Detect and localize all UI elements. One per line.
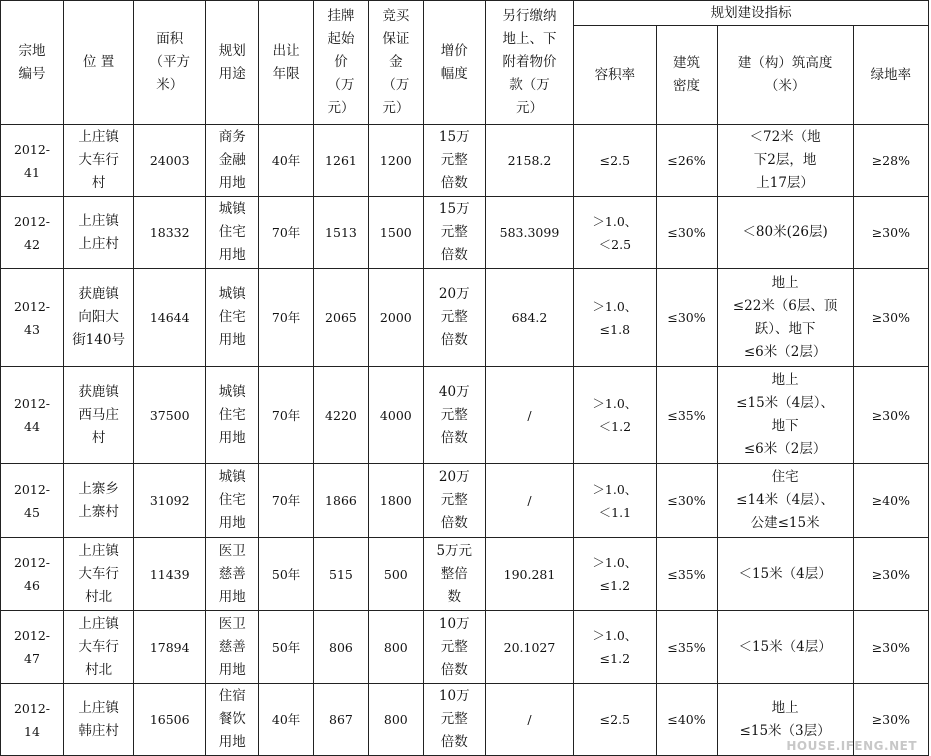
cell-location: 上寨乡 上寨村 — [64, 464, 134, 538]
cell-area: 17894 — [134, 611, 206, 684]
cell-start-price: 867 — [314, 684, 369, 756]
cell-lease-term: 70年 — [259, 269, 314, 367]
cell-extra-fee: 583.3099 — [485, 197, 573, 269]
cell-area: 18332 — [134, 197, 206, 269]
cell-increment: 15万 元整 倍数 — [423, 197, 485, 269]
cell-building-density: ≤30% — [656, 269, 717, 367]
cell-location: 上庄镇 大车行 村 — [64, 125, 134, 197]
cell-location: 获鹿镇 西马庄 村 — [64, 367, 134, 464]
header-building-density: 建筑 密度 — [656, 26, 717, 125]
cell-building-height: 地上 ≤15米（3层） — [717, 684, 853, 756]
cell-planned-use: 商务 金融 用地 — [206, 125, 259, 197]
cell-green-ratio: ≥30% — [853, 684, 928, 756]
cell-location: 上庄镇 大车行 村北 — [64, 611, 134, 684]
cell-planned-use: 城镇 住宅 用地 — [206, 197, 259, 269]
cell-planned-use: 医卫 慈善 用地 — [206, 538, 259, 611]
cell-green-ratio: ≥30% — [853, 197, 928, 269]
cell-building-density: ≤35% — [656, 611, 717, 684]
cell-location: 获鹿镇 向阳大 街140号 — [64, 269, 134, 367]
cell-building-height: 地上 ≤15米（4层）、 地下 ≤6米（2层） — [717, 367, 853, 464]
cell-plot-ratio: ＞1.0、 ≤1.2 — [574, 611, 656, 684]
cell-parcel-id: 2012- 45 — [1, 464, 64, 538]
cell-parcel-id: 2012- 43 — [1, 269, 64, 367]
header-planning-indicators: 规划建设指标 — [574, 1, 929, 26]
table-row — [1, 464, 929, 538]
header-location: 位 置 — [64, 1, 134, 125]
header-parcel-id: 宗地 编号 — [1, 1, 64, 125]
cell-building-height: 住宅 ≤14米（4层）、 公建≤15米 — [717, 464, 853, 538]
table-row — [1, 611, 929, 684]
cell-deposit: 1200 — [368, 125, 423, 197]
cell-parcel-id: 2012- 42 — [1, 197, 64, 269]
cell-deposit: 1800 — [368, 464, 423, 538]
header-row-1 — [1, 1, 929, 26]
cell-area: 11439 — [134, 538, 206, 611]
cell-start-price: 806 — [314, 611, 369, 684]
cell-lease-term: 70年 — [259, 197, 314, 269]
cell-extra-fee: / — [485, 684, 573, 756]
cell-parcel-id: 2012- 44 — [1, 367, 64, 464]
cell-green-ratio: ≥40% — [853, 464, 928, 538]
cell-area: 16506 — [134, 684, 206, 756]
header-extra-fee: 另行缴纳 地上、下 附着物价 款（万 元） — [485, 1, 573, 125]
cell-lease-term: 70年 — [259, 464, 314, 538]
cell-lease-term: 50年 — [259, 611, 314, 684]
cell-green-ratio: ≥30% — [853, 367, 928, 464]
cell-parcel-id: 2012- 47 — [1, 611, 64, 684]
cell-start-price: 1513 — [314, 197, 369, 269]
cell-green-ratio: ≥30% — [853, 269, 928, 367]
cell-increment: 20万 元整 倍数 — [423, 269, 485, 367]
cell-extra-fee: / — [485, 464, 573, 538]
cell-extra-fee: 190.281 — [485, 538, 573, 611]
cell-parcel-id: 2012- 41 — [1, 125, 64, 197]
header-deposit: 竞买 保证 金 （万 元） — [368, 1, 423, 125]
cell-planned-use: 住宿 餐饮 用地 — [206, 684, 259, 756]
cell-start-price: 515 — [314, 538, 369, 611]
cell-building-density: ≤35% — [656, 538, 717, 611]
cell-start-price: 1866 — [314, 464, 369, 538]
cell-lease-term: 70年 — [259, 367, 314, 464]
cell-green-ratio: ≥28% — [853, 125, 928, 197]
cell-location: 上庄镇 上庄村 — [64, 197, 134, 269]
cell-plot-ratio: ＞1.0、 ≤1.2 — [574, 538, 656, 611]
header-start-price: 挂牌 起始 价 （万 元） — [314, 1, 369, 125]
cell-plot-ratio: ≤2.5 — [574, 125, 656, 197]
cell-deposit: 2000 — [368, 269, 423, 367]
cell-increment: 15万 元整 倍数 — [423, 125, 485, 197]
cell-extra-fee: 2158.2 — [485, 125, 573, 197]
cell-start-price: 1261 — [314, 125, 369, 197]
cell-planned-use: 医卫 慈善 用地 — [206, 611, 259, 684]
cell-lease-term: 40年 — [259, 125, 314, 197]
cell-planned-use: 城镇 住宅 用地 — [206, 367, 259, 464]
cell-plot-ratio: ≤2.5 — [574, 684, 656, 756]
cell-building-height: ＜80米(26层) — [717, 197, 853, 269]
cell-start-price: 4220 — [314, 367, 369, 464]
table-row — [1, 125, 929, 197]
cell-increment: 10万 元整 倍数 — [423, 611, 485, 684]
cell-increment: 10万 元整 倍数 — [423, 684, 485, 756]
cell-lease-term: 50年 — [259, 538, 314, 611]
cell-planned-use: 城镇 住宅 用地 — [206, 269, 259, 367]
cell-planned-use: 城镇 住宅 用地 — [206, 464, 259, 538]
header-planned-use: 规划 用途 — [206, 1, 259, 125]
cell-area: 37500 — [134, 367, 206, 464]
header-plot-ratio: 容积率 — [574, 26, 656, 125]
cell-building-density: ≤35% — [656, 367, 717, 464]
cell-building-height: ＜15米（4层） — [717, 538, 853, 611]
header-area: 面积 （平方 米） — [134, 1, 206, 125]
cell-deposit: 1500 — [368, 197, 423, 269]
cell-deposit: 800 — [368, 684, 423, 756]
cell-extra-fee: 684.2 — [485, 269, 573, 367]
cell-increment: 20万 元整 倍数 — [423, 464, 485, 538]
site-watermark: HOUSE.IFENG.NET — [786, 739, 917, 753]
cell-plot-ratio: ＞1.0、 ＜1.2 — [574, 367, 656, 464]
table-row — [1, 269, 929, 367]
header-green-ratio: 绿地率 — [853, 26, 928, 125]
cell-parcel-id: 2012- 46 — [1, 538, 64, 611]
cell-location: 上庄镇 韩庄村 — [64, 684, 134, 756]
cell-area: 14644 — [134, 269, 206, 367]
cell-building-height: 地上 ≤22米（6层、顶 跃）、地下 ≤6米（2层） — [717, 269, 853, 367]
cell-deposit: 4000 — [368, 367, 423, 464]
cell-plot-ratio: ＞1.0、 ≤1.8 — [574, 269, 656, 367]
header-lease-term: 出让 年限 — [259, 1, 314, 125]
header-increment: 增价 幅度 — [423, 1, 485, 125]
cell-start-price: 2065 — [314, 269, 369, 367]
cell-green-ratio: ≥30% — [853, 611, 928, 684]
cell-increment: 40万 元整 倍数 — [423, 367, 485, 464]
cell-deposit: 500 — [368, 538, 423, 611]
cell-building-density: ≤40% — [656, 684, 717, 756]
table-row — [1, 538, 929, 611]
cell-building-height: ＜15米（4层） — [717, 611, 853, 684]
cell-deposit: 800 — [368, 611, 423, 684]
cell-building-height: ＜72米（地 下2层，地 上17层） — [717, 125, 853, 197]
cell-green-ratio: ≥30% — [853, 538, 928, 611]
table-row — [1, 197, 929, 269]
cell-location: 上庄镇 大车行 村北 — [64, 538, 134, 611]
cell-building-density: ≤26% — [656, 125, 717, 197]
cell-parcel-id: 2012- 14 — [1, 684, 64, 756]
cell-area: 24003 — [134, 125, 206, 197]
cell-lease-term: 40年 — [259, 684, 314, 756]
table-row — [1, 367, 929, 464]
cell-extra-fee: 20.1027 — [485, 611, 573, 684]
cell-plot-ratio: ＞1.0、 ＜1.1 — [574, 464, 656, 538]
cell-building-density: ≤30% — [656, 464, 717, 538]
cell-building-density: ≤30% — [656, 197, 717, 269]
header-building-height: 建（构）筑高度 （米） — [717, 26, 853, 125]
cell-plot-ratio: ＞1.0、 ＜2.5 — [574, 197, 656, 269]
cell-increment: 5万元 整倍 数 — [423, 538, 485, 611]
cell-area: 31092 — [134, 464, 206, 538]
cell-extra-fee: / — [485, 367, 573, 464]
